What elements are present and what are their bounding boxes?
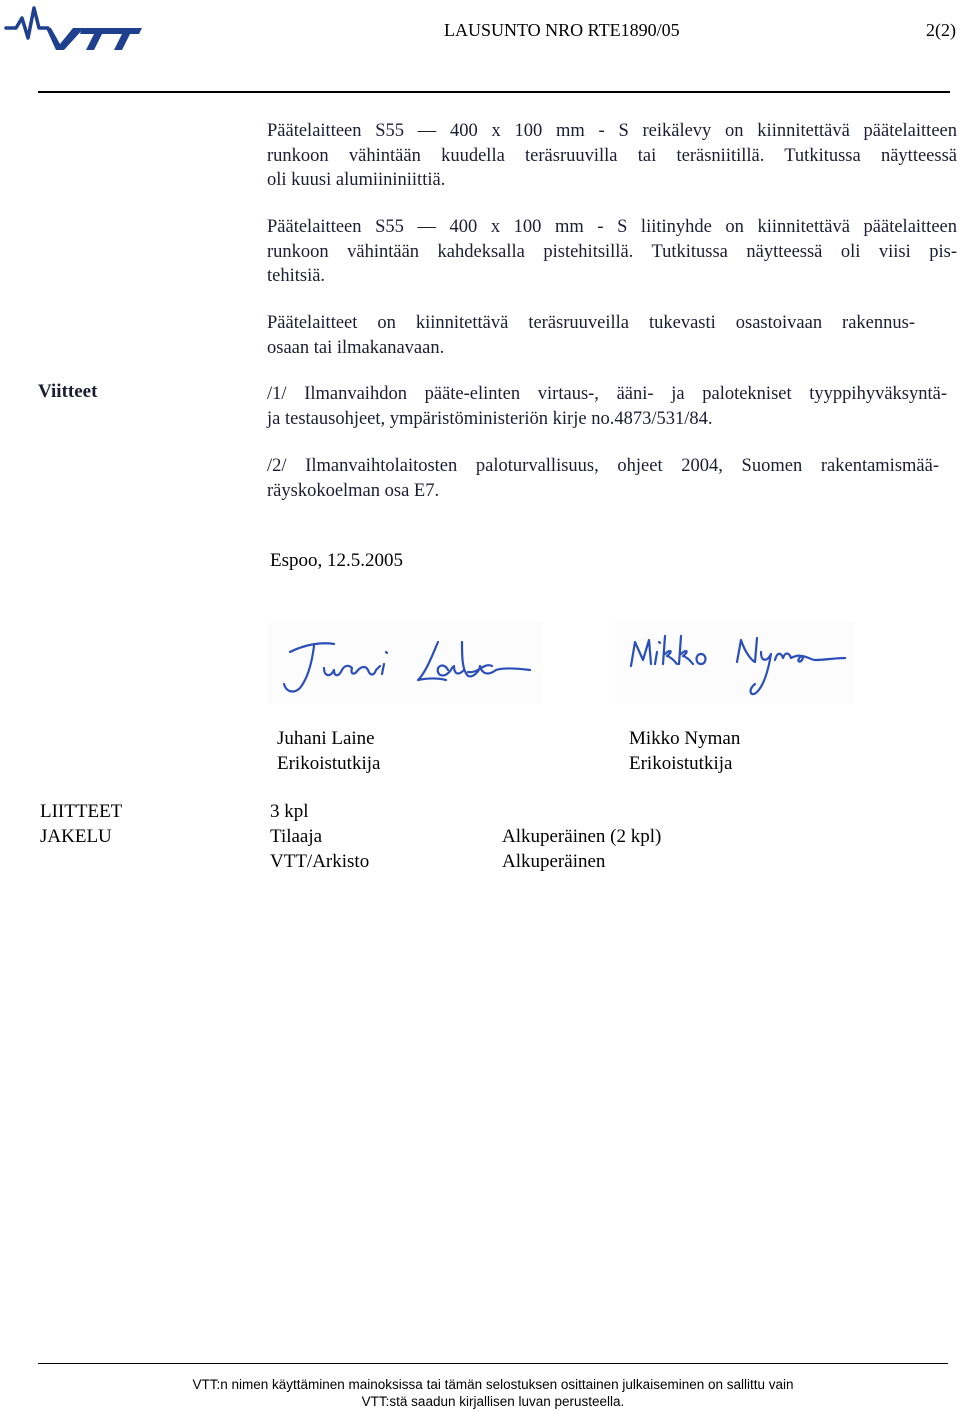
paragraph-line: oli kuusi alumiininiittiä. <box>267 170 446 190</box>
reference-item-2 <box>267 454 939 503</box>
signer-title: Erikoistutkija <box>277 753 381 774</box>
reference-line: räyskokoelman osa E7. <box>267 480 440 501</box>
distribution-copy: Alkuperäinen (2 kpl) <box>502 826 662 847</box>
distribution-copy: Alkuperäinen <box>502 851 606 872</box>
references-label: Viitteet <box>38 381 98 402</box>
place-and-date: Espoo, 12.5.2005 <box>270 550 403 571</box>
footer-notice <box>0 1377 960 1410</box>
paragraph-line: tehitsiä. <box>267 266 326 286</box>
document-title: LAUSUNTO NRO RTE1890/05 <box>444 20 680 40</box>
signer-name: Mikko Nyman <box>629 728 741 749</box>
reference-line: /1/ Ilmanvaihdon pääte-elinten virtaus-, ääni- ja palotekniset tyyppihyväksyntä- <box>267 384 947 404</box>
paragraph-line: Päätelaitteen S55 — 400 x 100 mm - S reikälevy on kiinnitettävä päätelaitteen <box>267 121 957 141</box>
footer-divider <box>38 1363 948 1364</box>
paragraph-fastening-perforated-plate <box>267 119 957 193</box>
paragraph-line: Päätelaitteet on kiinnitettävä teräsruuveilla tukevasti osastoivaan rakennus- <box>267 313 915 333</box>
signature-mikko-nyman <box>615 622 855 704</box>
footer-line: VTT:n nimen käyttäminen mainoksissa tai tämän selostuksen osittainen julkaiseminen on sallittu vain <box>192 1377 794 1392</box>
attachments-label: LIITTEET <box>40 801 123 822</box>
reference-line: /2/ Ilmanvaihtolaitosten paloturvallisuus, ohjeet 2004, Suomen rakentamismää- <box>267 456 939 476</box>
reference-item-1 <box>267 382 947 431</box>
signer-name: Juhani Laine <box>277 728 375 749</box>
paragraph-line: runkoon vähintään kuudella teräsruuvilla tai teräsniitillä. Tutkitussa näytteessä <box>267 145 957 166</box>
signature-juhani-laine <box>268 622 543 704</box>
signer-1 <box>277 726 380 776</box>
paragraph-line: Päätelaitteen S55 — 400 x 100 mm - S liitinyhde on kiinnitettävä päätelaitteen <box>267 217 957 237</box>
reference-line: ja testausohjeet, ympäristöministeriön kirje no.4873/531/84. <box>267 408 713 429</box>
distribution-label: JAKELU <box>40 826 112 847</box>
signer-title: Erikoistutkija <box>629 753 733 774</box>
paragraph-line: osaan tai ilmakanavaan. <box>267 337 445 358</box>
distribution-recipient: Tilaaja <box>270 826 323 847</box>
attachments-value: 3 kpl <box>270 801 309 822</box>
distribution-recipient: VTT/Arkisto <box>270 851 370 872</box>
paragraph-line: runkoon vähintään kahdeksalla pistehitsillä. Tutkitussa näytteessä oli viisi pis- <box>267 241 957 262</box>
page-number: 2(2) <box>926 20 956 40</box>
header-divider <box>38 91 950 93</box>
paragraph-fastening-structure <box>267 311 915 360</box>
footer-line: VTT:stä saadun kirjallisen luvan perusteella. <box>361 1393 625 1409</box>
vtt-logo <box>4 4 144 54</box>
paragraph-fastening-connector <box>267 215 957 289</box>
signer-2 <box>629 726 740 776</box>
